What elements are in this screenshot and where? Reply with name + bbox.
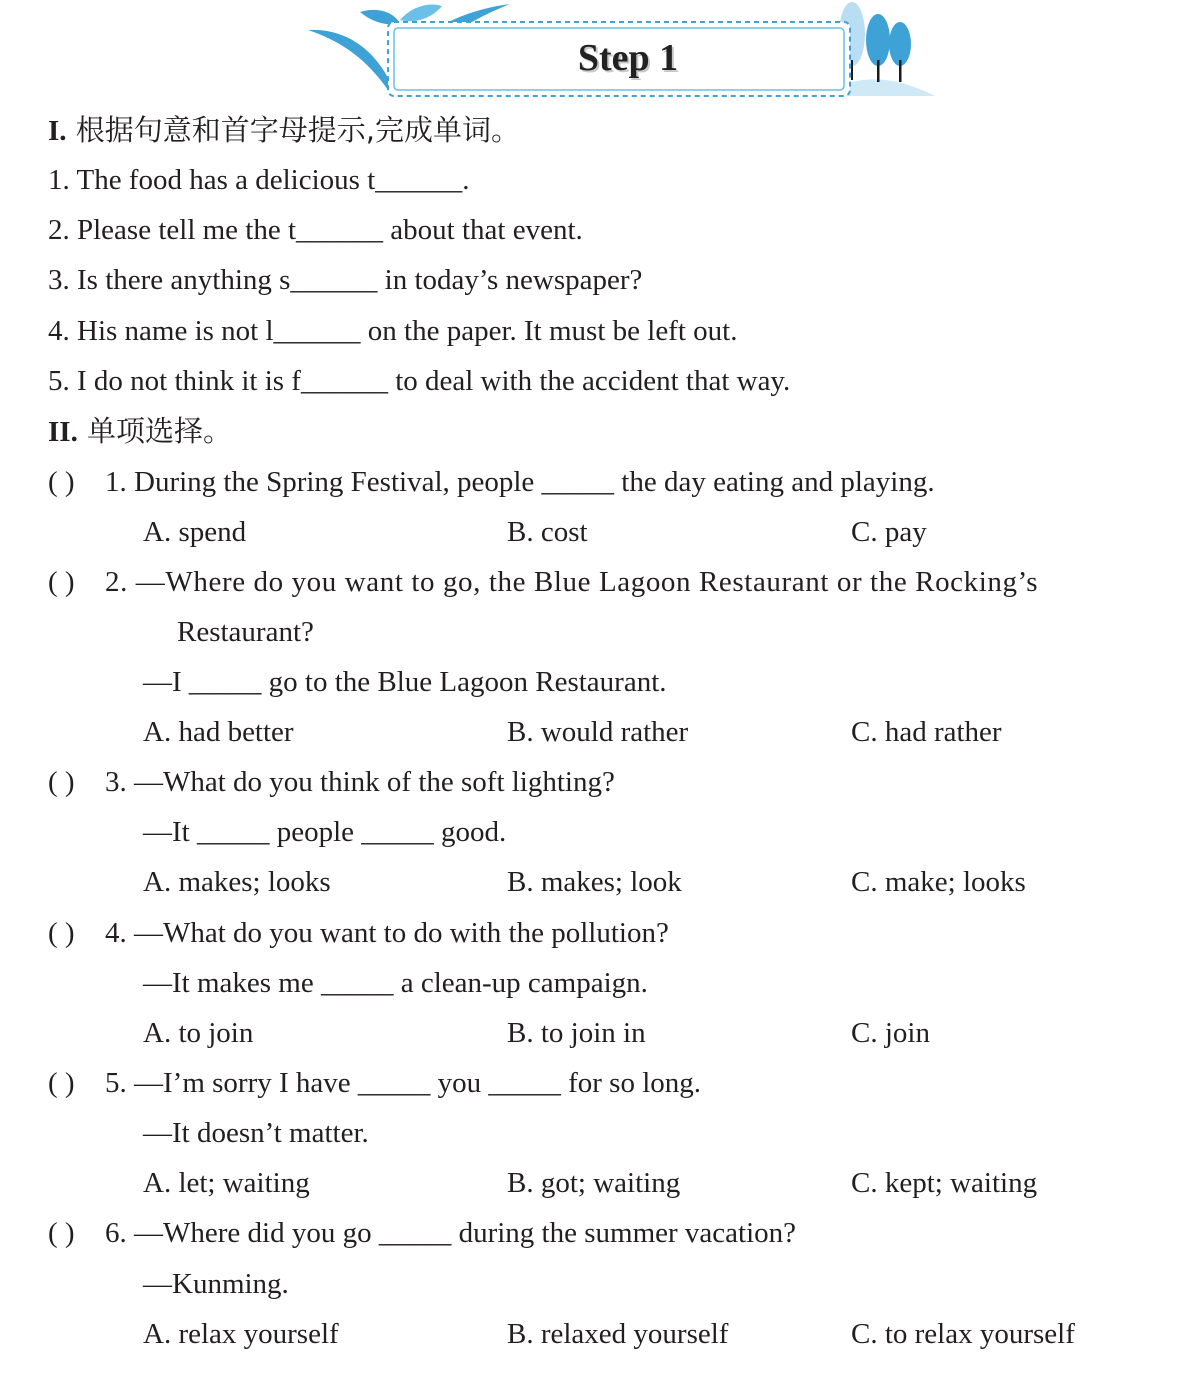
option-b: B. to join in (507, 1017, 646, 1049)
answer-blank[interactable]: ( ) (48, 917, 75, 949)
option-a: A. had better (143, 716, 294, 748)
question-stem: 6. —Where did you go _____ during the summer vacation? (105, 1217, 797, 1249)
section-instruction: 单项选择。 (87, 414, 233, 448)
answer-blank[interactable]: ( ) (48, 1067, 75, 1099)
leaf-icon (400, 5, 442, 22)
question-stem: 1. During the Spring Festival, people _____ the day eating and playing. (105, 466, 935, 498)
option-b: B. got; waiting (507, 1167, 681, 1199)
fill-in-item: 5. I do not think it is f______ to deal with the accident that way. (48, 365, 791, 397)
question-stem: 3. —What do you think of the soft lighting? (105, 766, 615, 798)
section-number: II. (48, 416, 78, 448)
fill-in-item: 3. Is there anything s______ in today’s newspaper? (48, 264, 643, 296)
section-instruction: 根据句意和首字母提示,完成单词。 (75, 113, 520, 147)
answer-blank[interactable]: ( ) (48, 466, 75, 498)
option-c: C. had rather (851, 716, 1002, 748)
option-a: A. makes; looks (143, 866, 331, 898)
fill-in-item: 1. The food has a delicious t______. (48, 164, 470, 196)
question-stem-continued: Restaurant? (177, 616, 314, 648)
fill-in-item: 4. His name is not l______ on the paper. It must be left out. (48, 315, 738, 347)
question-reply: —Kunming. (143, 1268, 289, 1300)
question-reply: —It _____ people _____ good. (143, 816, 507, 848)
option-c: C. join (851, 1017, 930, 1049)
option-c: C. pay (851, 516, 927, 548)
tree-icon (889, 22, 911, 66)
section-heading-2 (48, 411, 232, 452)
option-b: B. relaxed yourself (507, 1318, 729, 1350)
option-b: B. would rather (507, 716, 689, 748)
question-reply: —It makes me _____ a clean-up campaign. (143, 967, 648, 999)
option-c: C. make; looks (851, 866, 1026, 898)
section-number: I. (48, 115, 67, 147)
option-b: B. cost (507, 516, 588, 548)
option-a: A. let; waiting (143, 1167, 310, 1199)
fill-in-item: 2. Please tell me the t______ about that event. (48, 214, 583, 246)
question-stem: 5. —I’m sorry I have _____ you _____ for so long. (105, 1067, 702, 1099)
page-title: Step 1 (577, 37, 679, 79)
question-stem: 2. —Where do you want to go, the Blue Lagoon Restaurant or the Rocking’s (105, 566, 1039, 598)
answer-blank[interactable]: ( ) (48, 766, 75, 798)
option-a: A. to join (143, 1017, 254, 1049)
answer-blank[interactable]: ( ) (48, 566, 75, 598)
tree-icon (866, 14, 890, 66)
step-banner (300, 0, 940, 108)
answer-blank[interactable]: ( ) (48, 1217, 75, 1249)
section-heading-1 (48, 110, 520, 151)
option-b: B. makes; look (507, 866, 682, 898)
question-reply: —It doesn’t matter. (143, 1117, 369, 1149)
question-stem: 4. —What do you want to do with the pollution? (105, 917, 669, 949)
question-reply: —I _____ go to the Blue Lagoon Restaurant. (143, 666, 667, 698)
option-c: C. to relax yourself (851, 1318, 1075, 1350)
option-a: A. spend (143, 516, 247, 548)
option-c: C. kept; waiting (851, 1167, 1038, 1199)
option-a: A. relax yourself (143, 1318, 339, 1350)
